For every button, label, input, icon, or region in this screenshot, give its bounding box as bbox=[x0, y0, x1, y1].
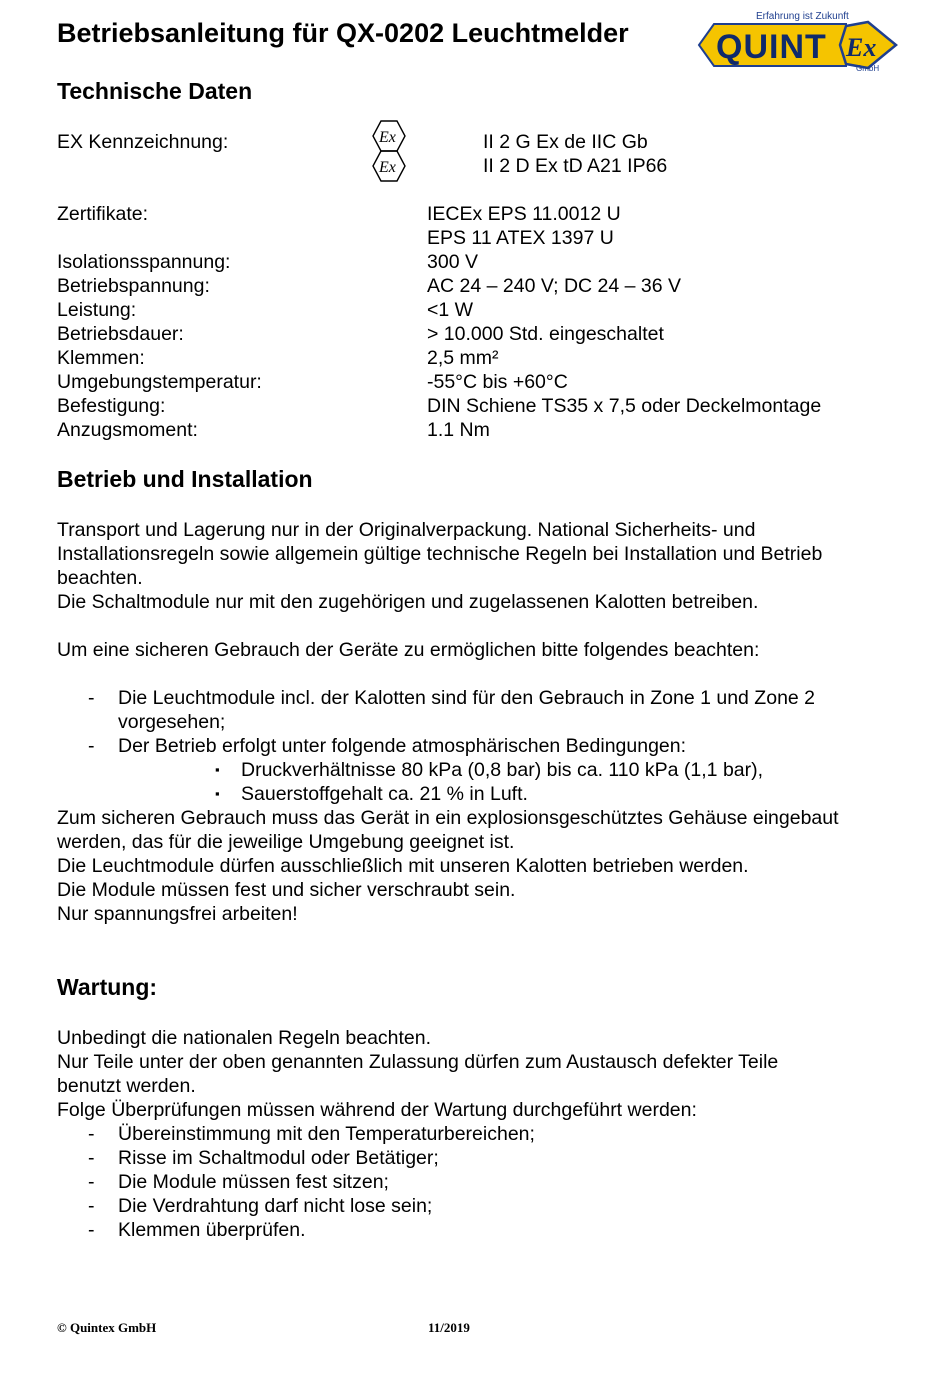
spec-value: EPS 11 ATEX 1397 U bbox=[427, 227, 614, 249]
spec-key: Umgebungstemperatur: bbox=[57, 371, 262, 393]
paragraph-line: Die Module müssen fest und sicher verschraubt sein. bbox=[57, 879, 516, 901]
sub-list-item-text: Druckverhältnisse 80 kPa (0,8 bar) bis ca. 110 kPa (1,1 bar), bbox=[241, 759, 764, 781]
spec-key: Anzugsmoment: bbox=[57, 419, 198, 441]
list-item bbox=[0, 686, 950, 734]
list-item-text: Die Leuchtmodule incl. der Kalotten sind für den Gebrauch in Zone 1 und Zone 2 bbox=[118, 687, 816, 709]
spec-value: 2,5 mm² bbox=[427, 347, 499, 369]
spec-key bbox=[57, 226, 427, 250]
paragraph-line: werden, das für die jeweilige Umgebung geeignet ist. bbox=[57, 831, 515, 853]
dash-marker: - bbox=[88, 1171, 95, 1193]
list-item-text: Der Betrieb erfolgt unter folgende atmosphärischen Bedingungen: bbox=[118, 735, 687, 757]
ex-hexagon-icon bbox=[372, 120, 406, 152]
list-item bbox=[0, 1170, 950, 1194]
spec-row bbox=[57, 322, 907, 346]
paragraph-line: Die Schaltmodule nur mit den zugehörigen und zugelassenen Kalotten betreiben. bbox=[57, 591, 759, 613]
square-bullet-icon: ▪ bbox=[215, 762, 220, 777]
list-item bbox=[0, 1122, 950, 1146]
logo-brand: QUINT bbox=[716, 28, 827, 66]
ex-value-gas: II 2 G Ex de IIC Gb bbox=[483, 131, 648, 153]
paragraph-line: Um eine sicheren Gebrauch der Geräte zu ermöglichen bitte folgendes beachten: bbox=[57, 639, 760, 661]
spec-key: Betriebsdauer: bbox=[57, 323, 184, 345]
sub-list-item-text: Sauerstoffgehalt ca. 21 % in Luft. bbox=[241, 783, 528, 805]
heading-operation-installation: Betrieb und Installation bbox=[57, 466, 313, 492]
paragraph-line: Nur Teile unter der oben genannten Zulassung dürfen zum Austausch defekter Teile bbox=[57, 1051, 779, 1073]
spec-row bbox=[57, 274, 907, 298]
spec-value: DIN Schiene TS35 x 7,5 oder Deckelmontage bbox=[427, 395, 822, 417]
footer-copyright: © Quintex GmbH bbox=[57, 1320, 157, 1335]
paragraph-line: Installationsregeln sowie allgemein gültige technische Regeln bei Installation und Betrieb bbox=[57, 543, 823, 565]
paragraph-line: Zum sicheren Gebrauch muss das Gerät in ein explosionsgeschütztes Gehäuse eingebaut bbox=[57, 807, 839, 829]
dash-marker: - bbox=[88, 1195, 95, 1217]
paragraph-line: beachten. bbox=[57, 567, 143, 589]
paragraph-line: benutzt werden. bbox=[57, 1075, 196, 1097]
dash-marker: - bbox=[88, 1219, 95, 1241]
spec-value: > 10.000 Std. eingeschaltet bbox=[427, 323, 664, 345]
dash-marker: - bbox=[88, 1147, 95, 1169]
spec-key: Leistung: bbox=[57, 299, 137, 321]
svg-text:Ex: Ex bbox=[379, 159, 396, 176]
logo-tagline: Erfahrung ist Zukunft bbox=[756, 11, 849, 22]
list-item bbox=[0, 1146, 950, 1170]
footer-date: 11/2019 bbox=[428, 1320, 470, 1335]
paragraph-line: Unbedingt die nationalen Regeln beachten. bbox=[57, 1027, 432, 1049]
list-item bbox=[0, 734, 950, 758]
spec-row bbox=[57, 394, 907, 418]
paragraph-line: Die Leuchtmodule dürfen ausschließlich mit unseren Kalotten betrieben werden. bbox=[57, 855, 749, 877]
quintex-logo bbox=[696, 8, 906, 72]
ex-hexagon-icon bbox=[372, 150, 406, 182]
spec-value: -55°C bis +60°C bbox=[427, 371, 568, 393]
paragraph-line: Transport und Lagerung nur in der Originalverpackung. National Sicherheits- und bbox=[57, 519, 756, 541]
spec-row bbox=[57, 298, 907, 322]
spec-value: 300 V bbox=[427, 251, 478, 273]
ex-value-dust: II 2 D Ex tD A21 IP66 bbox=[483, 155, 668, 177]
spec-row bbox=[57, 250, 907, 274]
list-item bbox=[0, 1194, 950, 1218]
svg-text:Ex: Ex bbox=[379, 129, 396, 146]
ex-marking-row bbox=[57, 130, 228, 154]
document-title: Betriebsanleitung für QX-0202 Leuchtmelder bbox=[57, 18, 629, 48]
spec-value: 1.1 Nm bbox=[427, 419, 490, 441]
paragraph-line: Folge Überprüfungen müssen während der Wartung durchgeführt werden: bbox=[57, 1099, 697, 1121]
spec-row bbox=[57, 370, 907, 394]
list-item-text: vorgesehen; bbox=[118, 711, 226, 733]
heading-maintenance: Wartung: bbox=[57, 974, 158, 1000]
dash-marker: - bbox=[88, 1123, 95, 1145]
sub-list-item bbox=[0, 758, 950, 782]
spec-key: Isolationsspannung: bbox=[57, 251, 231, 273]
ex-label: EX Kennzeichnung: bbox=[57, 131, 229, 153]
spec-value: AC 24 – 240 V; DC 24 – 36 V bbox=[427, 275, 682, 297]
spec-value: <1 W bbox=[427, 299, 474, 321]
spec-key: Zertifikate: bbox=[57, 203, 149, 225]
spec-value: IECEx EPS 11.0012 U bbox=[427, 203, 621, 225]
list-item-text: Klemmen überprüfen. bbox=[118, 1219, 306, 1241]
list-item-text: Die Module müssen fest sitzen; bbox=[118, 1171, 389, 1193]
spec-row bbox=[57, 418, 907, 442]
heading-technical-data: Technische Daten bbox=[57, 78, 253, 104]
list-item bbox=[0, 1218, 950, 1242]
dash-marker: - bbox=[88, 735, 95, 757]
sub-list-item bbox=[0, 782, 950, 806]
spec-key: Klemmen: bbox=[57, 347, 145, 369]
list-item-text: Die Verdrahtung darf nicht lose sein; bbox=[118, 1195, 433, 1217]
logo-ex: Ex bbox=[846, 33, 877, 62]
list-item-text: Übereinstimmung mit den Temperaturbereichen; bbox=[118, 1123, 535, 1145]
square-bullet-icon: ▪ bbox=[215, 786, 220, 801]
spec-row bbox=[57, 346, 907, 370]
logo-gmbh: GmbH bbox=[856, 64, 880, 72]
paragraph-line: Nur spannungsfrei arbeiten! bbox=[57, 903, 298, 925]
spec-key: Betriebspannung: bbox=[57, 275, 210, 297]
list-item-text: Risse im Schaltmodul oder Betätiger; bbox=[118, 1147, 439, 1169]
dash-marker: - bbox=[88, 687, 95, 709]
spec-key: Befestigung: bbox=[57, 395, 166, 417]
spec-table bbox=[57, 202, 907, 442]
spec-row bbox=[57, 226, 907, 250]
spec-row bbox=[57, 202, 907, 226]
